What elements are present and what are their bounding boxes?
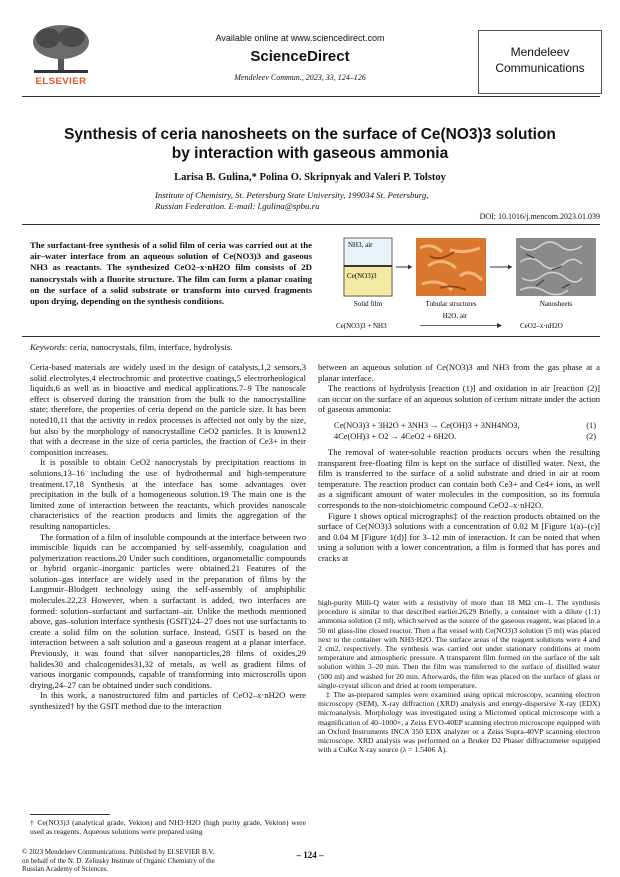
solution-label: Ce(NO3)3 <box>347 272 377 280</box>
sciencedirect-link[interactable]: www.sciencedirect.com <box>290 33 385 43</box>
paragraph: The removal of water-soluble reaction products occurs when the resulting transparent free-floating film is kept on the surface of distilled water. Next, the film is transferred to the surface of a solid substrate and dried in air at room temperature. The reaction product can contain both Ce3+ and Ce4+ ions, as well as a significant amount of water molecules in the composition, so its formula corresponds to the non-stoichiometric compound CeO2–x·nH2O. <box>318 446 600 510</box>
journal-name-box: Mendeleev Communications <box>478 30 602 94</box>
elsevier-tree-logo <box>28 22 94 74</box>
arrow-label: H2O, air <box>442 312 468 320</box>
equation-1: Ce(NO3)3 + 3H2O + 3NH3 → Ce(OH)3 + 3NH4NO3, (1) <box>334 420 596 430</box>
abstract: The surfactant-free synthesis of a solid film of ceria was carried out at the air–water interface from an aqueous solution of Ce(NO3)3 and gaseous NH3 as reactants. The synthesized CeO2–x·nH2O film consists of 2D nanocrystals with a fluorite structure. The film can form a planar coating on the surface of a solid substrate or transform into curved fragments upon drying, depending on the synthesis conditions. <box>30 240 312 307</box>
paragraph: In this work, a nanostructured film and particles of CeO2–x·nH2O were synthesized† by the GSIT method due to the interaction <box>30 690 306 711</box>
label-nanosheets: Nanosheets <box>539 300 573 308</box>
body-left-column <box>30 362 306 712</box>
label-tubular: Tubular structures <box>425 300 477 308</box>
keywords: Keywords: ceria, nanocrystals, film, interface, hydrolysis. <box>30 342 233 352</box>
platform-name: ScienceDirect <box>250 48 350 65</box>
footnote-methods: ‡ The as-prepared samples were examined using optical microscopy, scanning electron microscopy (SEM), X-ray diffraction (XRD) analysis and energy-dispersive X-ray (EDX) microanalysis. Morphology was investigated using a Micromed optical microscope with a magnification of 40–1000×, a Zeiss EVO-40EP scanning electron microscope equipped with an Oxford Instruments INCA 350 EDX analyzer or a Zeiss Supra-40VP scanning electron microscope. XRD analysis was performed on a Bruker D2 Phaser diffractometer equipped with a CuKα X-ray source (λ = 1.5406 Å). <box>318 690 600 755</box>
footnote-left: † Ce(NO3)3 (analytical grade, Vekton) and NH3·H2O (high purity grade, Vekton) were used as reagents. Aqueous solutions were prepared using <box>30 818 306 837</box>
paragraph: Ceria-based materials are widely used in the design of catalysts,1,2 sensors,3 solid electrolytes,4 electrochromic and protective coatings,5 electrorheological liquids,6 as well as in bioactive and medical applications.7–9 The nanoscale effect is observed during the transition from the bulk to the nanocrystalline state; therefore, the properties of ceria depend on the particle size. It has been noted10,11 that the activity in redox processes is affected not only by the size, but also by the morphology of nanocrystalline CeO2 particles. It is known12 that with a decrease in the size of ceria particles, the fraction of Ce3+ in their composition increases. <box>30 362 306 457</box>
title-divider <box>22 224 600 225</box>
graphical-abstract <box>330 236 600 336</box>
footnote-divider <box>30 814 110 815</box>
footnote-procedure: high-purity Milli-Q water with a resistivity of more than 18 MΩ cm–1. The synthesis procedure is similar to that described earlier.26,29 Briefly, a container with a dilute (1:1) ammonia solution (2 ml), which served as the source of the gaseous reagent, was placed in a 50 ml glass-line closed reactor. Then a flat vessel with Ce(NO3)3 solution (5 ml) was placed next to the container with NH3·H2O. The surface areas of the reagent solutions were 4 and 2 cm2, respectively. The synthesis was carried out under stationary conditions at room temperature and atmospheric pressure. A transparent film formed on the surface of the salt solution within 3–20 min. Then the film was transferred to the surface of distilled water (500 ml) and washed for 20 min. Afterwards, the film was placed on the surface of glass or single-crystal silicon and dried at room temperature. <box>318 598 600 690</box>
abstract-divider <box>22 336 600 337</box>
paragraph: The reactions of hydrolysis [reaction (1)] and oxidation in air [reaction (2)] can occur on the surface of an aqueous solution of cerium nitrate under the action of gaseous ammonia: <box>318 383 600 415</box>
paragraph: It is possible to obtain CeO2 nanocrystals by precipitation reactions in solutions,13–16 including the use of hydrothermal and high-temperature treatment.17,18 Synthesis at the interface has some advantages over precipitation in the bulk of a homogeneous solution.19 The main one is the limited zone of interaction between the reactants, which provides nanoscale characteristics of the reaction products and limits the aggregation of the resulting nanoparticles. <box>30 457 306 531</box>
equation-2: 4Ce(OH)3 + O2 → 4CeO2 + 6H2O. (2) <box>334 431 596 441</box>
doi[interactable]: DOI: 10.1016/j.mencom.2023.01.039 <box>479 212 600 221</box>
article-title: Synthesis of ceria nanosheets on the surface of Ce(NO3)3 solution by interaction with gaseous ammonia <box>64 126 556 162</box>
reactant-label: Ce(NO3)3 + NH3 <box>336 322 387 330</box>
paragraph: Figure 1 shows optical micrographs‡ of the reaction products obtained on the surface of Ce(NO3)3 solutions with a concentration of 0.02 M [Figure 1(a)–(c)] and 0.04 M [Figure 1(d)] for 3–12 min of interaction. It can be noted that when using a solution with a lower concentration, a film is formed that has pores and cracks at <box>318 510 600 563</box>
page-number: – 124 – <box>296 850 324 860</box>
gas-label: NH3, air <box>348 241 373 249</box>
header-divider <box>22 96 600 97</box>
body-right-column <box>318 362 600 564</box>
available-online: Available online at www.sciencedirect.com <box>215 33 385 43</box>
paragraph: between an aqueous solution of Ce(NO3)3 and NH3 from the gas phase at a planar interface. <box>318 362 600 383</box>
authors: Larisa B. Gulina,* Polina O. Skripnyak and Valeri P. Tolstoy <box>174 172 446 183</box>
copyright: © 2023 Mendeleev Communications. Published by ELSEVIER B.V. on behalf of the N. D. Zelinsky Institute of Organic Chemistry of the Russian Academy of Sciences. <box>22 848 215 873</box>
citation: Mendeleev Commun., 2023, 33, 124–126 <box>234 73 366 82</box>
paragraph: The formation of a film of insoluble compounds at the interface between two immiscible liquids can be accompanied by self-assembly, coagulation and polymerization reactions.20 Under such conditions, organometallic compounds or hybrid organic–inorganic particles were obtained.21 Features of the solution–gas interface are widely used in the preparation of films by the Langmuir–Blodgett technology using the self-assembly of amphiphilic molecules.22,23 However, when a surfactant is added, two interfaces are formed: solution–surfactant and surfactant–air. Unlike the methods mentioned above, gas–solution interface synthesis (GSIT)24–27 does not use surfactants to create a solid film on the solution surface. Instead, GSIT is based on the interaction between a salt solution and a gaseous reagent at a planar interface. Previously, it was found that silver nanoparticles,28 films of oxides,29 halides30 and chalcogenides31,32 of metals, as well as gradient films of various inorganic compounds, capable of transforming into microscrolls upon drying,24–27 can be obtained under such conditions. <box>30 531 306 690</box>
footnote-right <box>318 598 600 754</box>
affiliation: Institute of Chemistry, St. Petersburg State University, 199034 St. Petersburg, Russian Federation. E-mail: l.gulina@spbu.ru <box>155 190 429 211</box>
publisher-name: ELSEVIER <box>35 76 87 87</box>
product-label: CeO2–x·nH2O <box>520 322 563 330</box>
label-solid-film: Solid film <box>353 300 383 308</box>
